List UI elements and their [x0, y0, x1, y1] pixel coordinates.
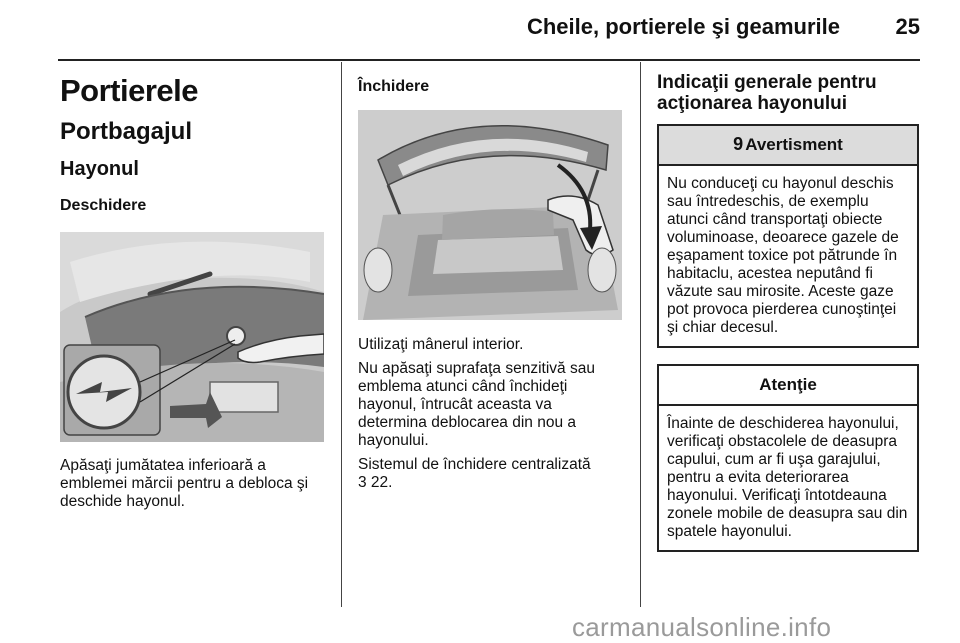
warning-text: Nu conduceţi cu hayonul deschis sau întredeschis, de exemplu atunci când transportaţi obiecte voluminoase, deoarece gazele de eşapament toxice pot pătrunde în habitaclu, acestea neputând fi văzute sau mirosite. Aceste gaze pot provoca pierderea cunoştinţei şi chiar decesul. [667, 174, 899, 336]
column-divider-2 [640, 62, 641, 607]
closing-paragraph-3 [358, 456, 622, 492]
running-header-title: Cheile, portierele şi geamurile [526, 14, 840, 39]
watermark: carmanualsonline.info [572, 612, 832, 642]
tailgate-closing-illustration [358, 110, 622, 320]
subsection-heading: Hayonul [60, 157, 139, 180]
column-3 [657, 66, 919, 552]
column-divider-1 [341, 62, 342, 607]
warning-title: Avertisment [745, 134, 843, 154]
column-2 [358, 66, 622, 492]
caution-box-header [659, 366, 917, 406]
opening-instructions: Apăsaţi jumătatea inferioară a emblemei mărcii pentru a debloca şi deschide hayonul. [60, 457, 309, 511]
closing-paragraph-2: Nu apăsaţi suprafaţa senzitivă sau emblema atunci când închideţi hayonul, întrucât aceasta va determina deblocarea din nou a hayonului. [358, 360, 595, 450]
page-number: 25 [895, 14, 920, 39]
column-1 [60, 66, 324, 511]
closing-paragraph-1: Utilizaţi mânerul interior. [358, 336, 524, 354]
chapter-heading: Portierele [60, 73, 199, 108]
closing-heading: Închidere [358, 78, 430, 95]
page-reference: 3 22. [358, 474, 393, 492]
tailgate-opening-illustration [60, 232, 324, 442]
warning-box [657, 124, 919, 348]
header-divider [58, 59, 920, 61]
caution-title: Atenţie [759, 374, 817, 394]
general-hints-heading: Indicaţii generale pentru acţionarea hayonului [657, 72, 877, 115]
central-locking-text: Sistemul de închidere centralizată [358, 456, 591, 474]
warning-icon: 9 [733, 134, 744, 155]
warning-box-header [659, 126, 917, 166]
opening-heading: Deschidere [60, 196, 147, 214]
section-heading: Portbagajul [60, 118, 193, 146]
caution-text: Înainte de deschiderea hayonului, verificaţi obstacolele de deasupra capului, cum ar fi uşa garajului, pentru a evita deteriorarea hayonului. Verificaţi întotdeauna zonele mobile de deasupra sau din spatele hayonului. [667, 414, 908, 540]
caution-box [657, 364, 919, 552]
